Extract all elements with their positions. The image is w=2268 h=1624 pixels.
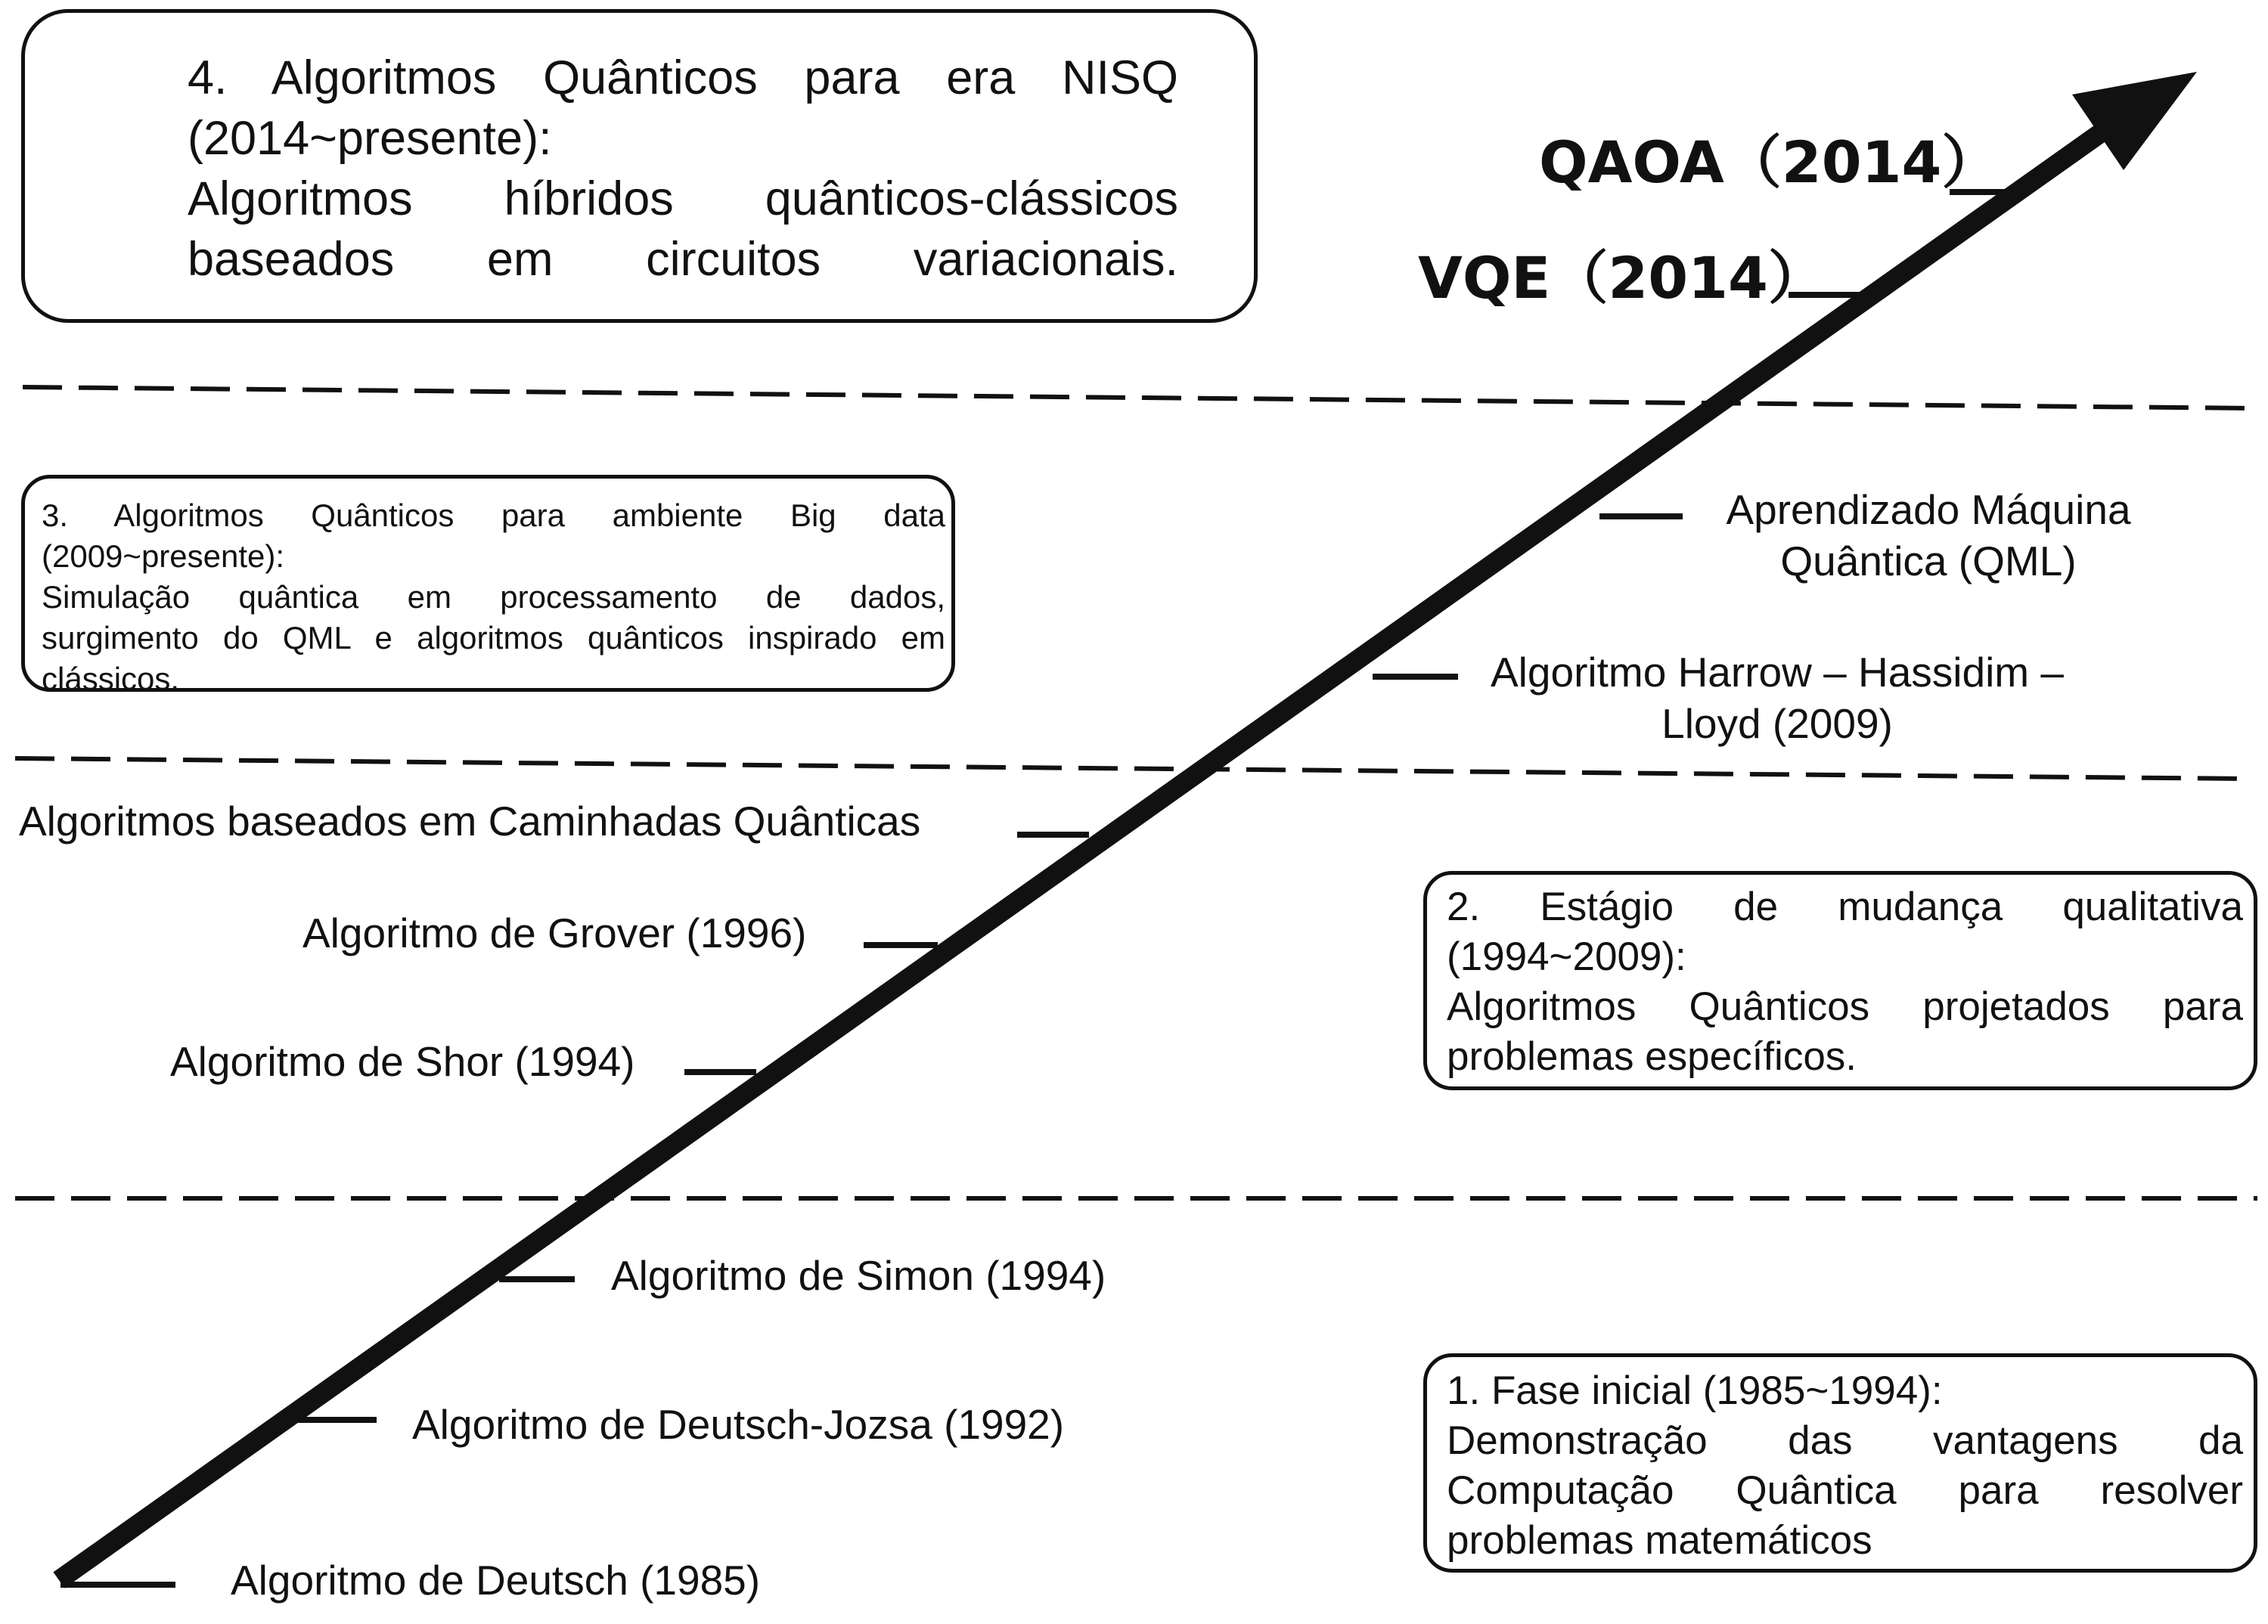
milestone-qml-line2: Quântica (QML) [1780,538,2077,584]
phase-3-desc-line2: surgimento do QML e algoritmos quânticos inspirado em [42,620,945,655]
phase-3-title-line1: 3. Algoritmos Quânticos para ambiente Big data [42,497,945,533]
phase-1-desc-line2: Computação Quântica para resolver [1447,1468,2243,1513]
phase-3-title-line2: (2009~presente): [42,538,285,574]
phase-4-number: 4. [188,51,228,104]
phase-1-box [1423,1353,2257,1573]
phase-2-desc-line1: Algoritmos Quânticos projetados para [1447,984,2243,1029]
phase-4-title-line1: 4. Algoritmos Quânticos para era NISQ [188,51,1178,104]
milestone-deutsch-jozsa: Algoritmo de Deutsch-Jozsa (1992) [412,1401,1065,1448]
phase-2-desc-line2: problemas específicos. [1447,1034,1857,1079]
milestone-quantum-walks: Algoritmos baseados em Caminhadas Quânticas [19,798,921,845]
milestone-grover: Algoritmo de Grover (1996) [303,910,807,956]
phase-4-box [21,9,1258,323]
phase-3-number: 3. [42,497,69,533]
phase-2-box [1423,871,2257,1090]
phase-2-number: 2. [1447,885,1481,929]
phase-1-number: 1. [1447,1368,1481,1413]
milestone-qml [1679,484,2178,587]
timeline-arrowhead [2072,72,2197,170]
milestone-vqe: VQE（2014） [1418,244,1826,311]
era-divider-3-2 [15,758,2250,779]
milestone-hhl-line2: Lloyd (2009) [1661,700,1893,747]
phase-1-title-line1: 1. Fase inicial (1985~1994): [1447,1368,1943,1413]
milestone-hhl [1452,646,2102,749]
phase-2-title-line1: 2. Estágio de mudança qualitativa [1447,885,2243,929]
milestone-simon: Algoritmo de Simon (1994) [611,1252,1106,1299]
phase-2-title-line2: (1994~2009): [1447,934,1686,979]
milestone-qml-line1: Aprendizado Máquina [1726,486,2131,533]
phase-4-title-line2: (2014~presente): [188,112,552,165]
phase-1-desc-line1: Demonstração das vantagens da [1447,1418,2243,1463]
milestone-qaoa: QAOA（2014） [1539,129,2000,196]
era-divider-4-3 [23,387,2257,408]
milestone-hhl-line1: Algoritmo Harrow – Hassidim – [1491,649,2064,696]
phase-3-desc-line3: clássicos. [42,661,180,696]
phase-3-box [21,475,955,696]
phase-1-desc-line3: problemas matemáticos [1447,1518,1872,1563]
milestone-shor: Algoritmo de Shor (1994) [170,1038,635,1085]
phase-3-desc-line1: Simulação quântica em processamento de dados, [42,579,945,615]
phase-4-desc-line1: Algoritmos híbridos quânticos-clássicos [188,172,1178,225]
milestone-deutsch: Algoritmo de Deutsch (1985) [231,1557,761,1604]
phase-4-desc-line2: baseados em circuitos variacionais. [188,233,1178,286]
